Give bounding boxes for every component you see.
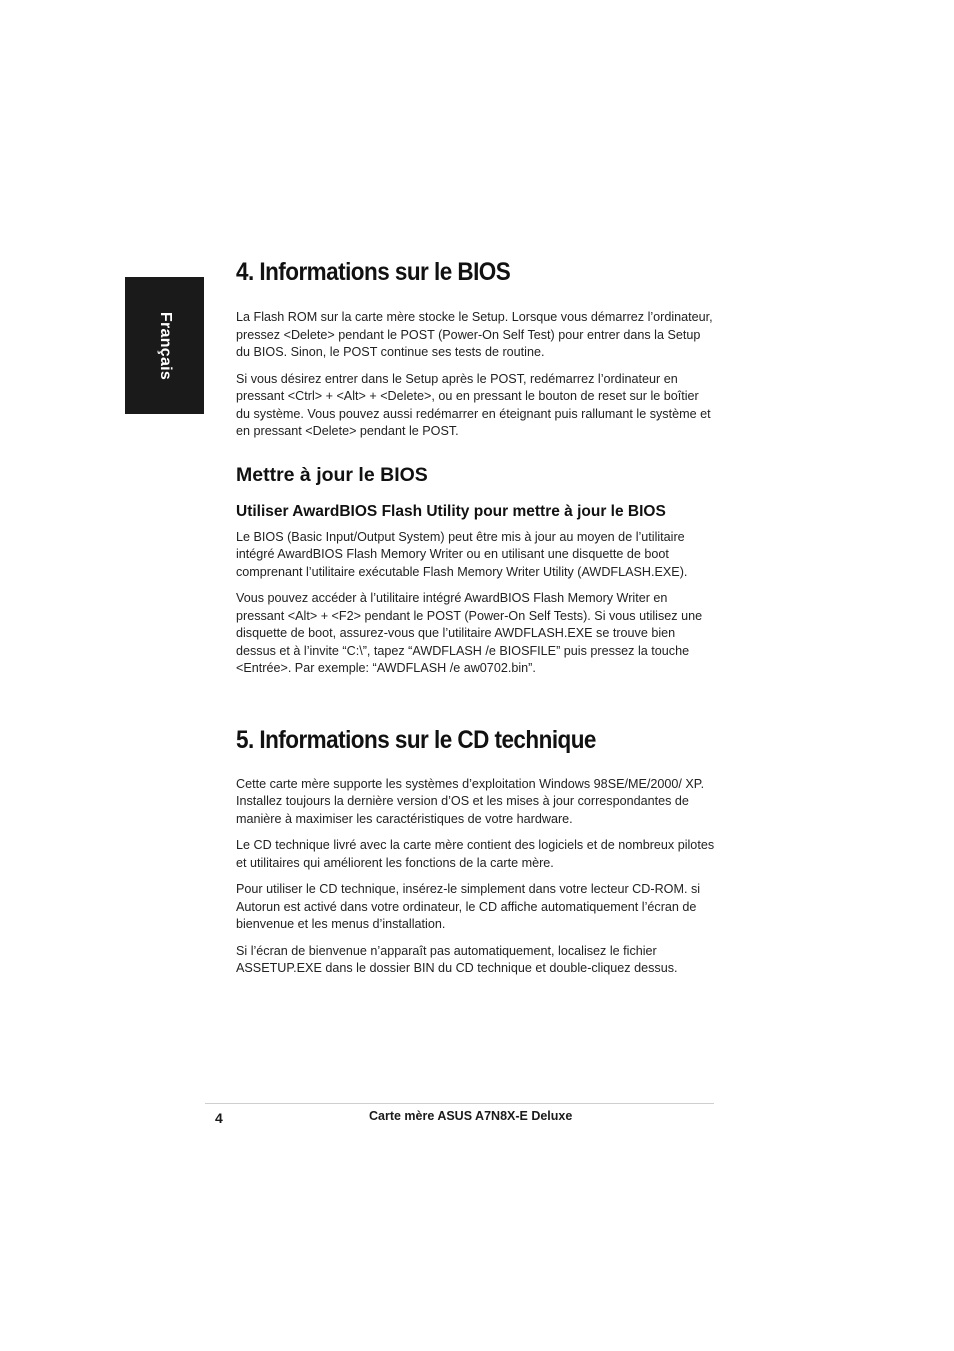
footer-divider xyxy=(205,1103,714,1104)
section-5-paragraph: Cette carte mère supporte les systèmes d’exploitation Windows 98SE/ME/2000/ XP. Installez toujours la dernière version d’OS et les mises à jour correspondantes de manière à maximiser les caractéristiques de votre hardware. xyxy=(236,776,705,826)
bios-update-paragraph: Vous pouvez accéder à l’utilitaire intégré AwardBIOS Flash Memory Writer en pressant <Alt> + <F2> pendant le POST (Power-On Self Tests). Si vous utilisez une disquette de boot, assurez-vous que l’utilitaire AWDFLASH.EXE se trouve bien dessus et à l’invite “C:\”, tapez “AWDFLASH /e BIOSFILE” puis pressez la touche <Entrée>. Par exemple: “AWDFLASH /e aw0702.bin”. xyxy=(236,591,703,675)
section-4-paragraph: Si vous désirez entrer dans le Setup après le POST, redémarrez l’ordinateur en pressant <Ctrl> + <Alt> + <Delete>, ou en pressant le bouton de reset sur le boîtier du système. Vous pouvez aussi redémarrer en éteignant puis rallumant le système et en pressant <Delete> pendant le POST. xyxy=(236,371,711,438)
section-4-paragraph: La Flash ROM sur la carte mère stocke le Setup. Lorsque vous démarrez l’ordinateur, pressez <Delete> pendant le POST (Power-On Self Test) pour entrer dans la Setup du BIOS. Sinon, le POST continue ses tests de routine. xyxy=(236,310,713,359)
page-number: 4 xyxy=(215,1110,223,1126)
section-5-paragraph: Si l’écran de bienvenue n’apparaît pas automatiquement, localisez le fichier ASSETUP.EXE dans le dossier BIN du CD technique et double-cliquez dessus. xyxy=(236,943,678,975)
awardbios-subtitle: Utiliser AwardBIOS Flash Utility pour mettre à jour le BIOS xyxy=(236,502,666,520)
language-side-tab xyxy=(125,277,204,414)
language-tab-label: Français xyxy=(156,311,174,380)
section-4-title: 4. Informations sur le BIOS xyxy=(236,258,511,286)
footer-title: Carte mère ASUS A7N8X-E Deluxe xyxy=(369,1109,573,1123)
bios-update-title: Mettre à jour le BIOS xyxy=(236,463,428,486)
bios-update-paragraph: Le BIOS (Basic Input/Output System) peut être mis à jour au moyen de l’utilitaire intégré AwardBIOS Flash Memory Writer ou en utilisant une disquette de boot comprenant l’utilitaire exécutable Flash Memory Writer Utility (AWDFLASH.EXE). xyxy=(236,529,688,579)
section-5-paragraph: Pour utiliser le CD technique, insérez-le simplement dans votre lecteur CD-ROM. si Autorun est activé dans votre ordinateur, le CD affiche automatiquement l’écran de bienvenue et les menus d’installation. xyxy=(236,882,701,931)
section-5-title: 5. Informations sur le CD technique xyxy=(236,725,596,754)
page-content xyxy=(236,256,716,978)
section-5-paragraph: Le CD technique livré avec la carte mère contient des logiciels et de nombreux pilotes et utilitaires qui améliorent les fonctions de la carte mère. xyxy=(236,838,715,870)
